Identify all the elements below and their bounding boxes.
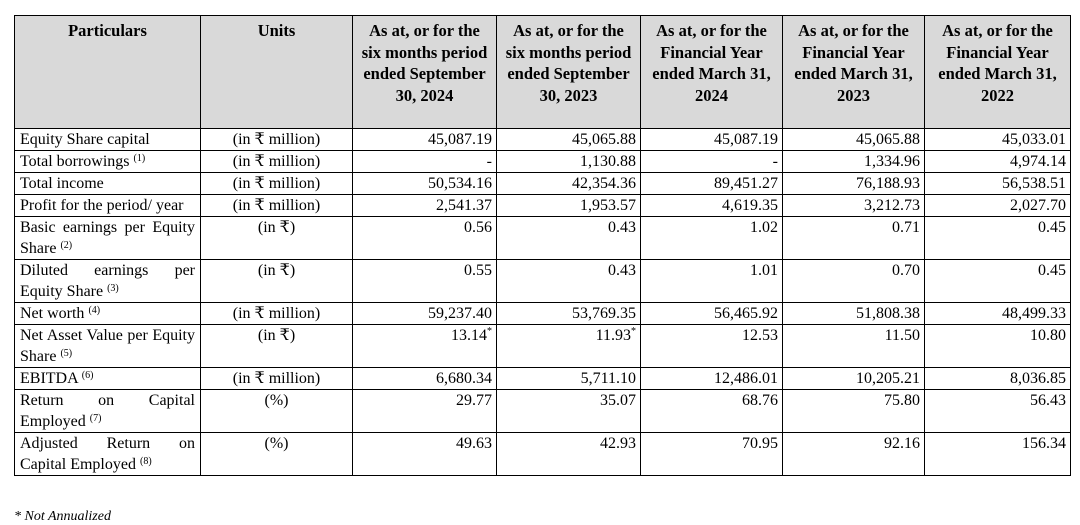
footnote-reference: (5)	[60, 348, 73, 359]
row-unit: (in ₹ million)	[201, 151, 353, 173]
value-text: 1,130.88	[580, 153, 636, 170]
row-particular	[15, 260, 201, 303]
value-text: 51,808.38	[856, 305, 920, 322]
row-value	[353, 390, 497, 433]
row-value	[925, 129, 1071, 151]
row-value	[497, 390, 641, 433]
row-value	[353, 129, 497, 151]
row-value	[783, 368, 925, 390]
table-row	[15, 195, 1071, 217]
financial-indicators-table	[14, 15, 1071, 476]
value-text: 0.56	[464, 219, 492, 236]
row-unit: (in ₹ million)	[201, 368, 353, 390]
value-text: 42.93	[600, 435, 636, 452]
row-unit: (in ₹ million)	[201, 195, 353, 217]
row-particular-label: Net worth	[20, 305, 85, 322]
row-value	[641, 433, 783, 476]
row-particular	[15, 217, 201, 260]
row-value	[641, 195, 783, 217]
row-value	[925, 151, 1071, 173]
row-value	[497, 433, 641, 476]
row-value	[783, 173, 925, 195]
value-text: 4,619.35	[722, 197, 778, 214]
row-value	[353, 303, 497, 325]
header-h1-fy24: As at, or for the six months period ended September 30, 2023	[497, 16, 641, 129]
row-particular	[15, 151, 201, 173]
value-text: 1,953.57	[580, 197, 636, 214]
row-value	[925, 173, 1071, 195]
table-row	[15, 433, 1071, 476]
row-value	[783, 303, 925, 325]
row-particular	[15, 129, 201, 151]
row-particular	[15, 368, 201, 390]
value-text: 11.50	[884, 327, 920, 344]
row-particular-label: Profit for the period/ year	[20, 197, 184, 214]
value-text: 1.02	[750, 219, 778, 236]
header-units: Units	[201, 16, 353, 129]
row-value	[641, 325, 783, 368]
row-unit: (in ₹ million)	[201, 129, 353, 151]
row-value	[925, 260, 1071, 303]
value-text: 3,212.73	[864, 197, 920, 214]
value-text: 75.80	[884, 392, 920, 409]
footnote-reference: (6)	[81, 370, 94, 381]
row-value	[783, 195, 925, 217]
footnote-reference: (1)	[133, 153, 146, 164]
row-particular	[15, 325, 201, 368]
table-row	[15, 303, 1071, 325]
row-value	[641, 151, 783, 173]
value-text: 156.34	[1022, 435, 1066, 452]
row-value	[925, 303, 1071, 325]
value-text: 4,974.14	[1010, 153, 1066, 170]
row-value	[353, 195, 497, 217]
row-value	[925, 368, 1071, 390]
row-value	[641, 129, 783, 151]
value-text: 0.43	[608, 262, 636, 279]
row-unit: (in ₹)	[201, 325, 353, 368]
row-value	[497, 368, 641, 390]
header-fy2022: As at, or for the Financial Year ended March 31, 2022	[925, 16, 1071, 129]
row-value	[641, 368, 783, 390]
row-value	[497, 217, 641, 260]
header-fy2024: As at, or for the Financial Year ended March 31, 2024	[641, 16, 783, 129]
value-text: 45,065.88	[856, 131, 920, 148]
header-particulars: Particulars	[15, 16, 201, 129]
row-value	[497, 303, 641, 325]
row-value	[925, 325, 1071, 368]
row-particular-label: Equity Share capital	[20, 131, 150, 148]
footnote-reference: (2)	[60, 240, 73, 251]
row-value	[783, 390, 925, 433]
table-row	[15, 173, 1071, 195]
row-value	[783, 129, 925, 151]
row-particular-label: Adjusted Return on Capital Employed	[20, 435, 195, 473]
header-h1-fy25: As at, or for the six months period ended September 30, 2024	[353, 16, 497, 129]
value-text: 45,065.88	[572, 131, 636, 148]
value-text: 13.14	[451, 327, 487, 344]
not-annualized-marker: *	[631, 326, 636, 337]
row-value	[353, 173, 497, 195]
value-text: 12.53	[742, 327, 778, 344]
footnote-reference: (4)	[88, 305, 101, 316]
row-particular	[15, 195, 201, 217]
value-text: 0.45	[1038, 262, 1066, 279]
value-text: 56,538.51	[1002, 175, 1066, 192]
footnote-not-annualized: * Not Annualized	[14, 509, 111, 524]
row-value	[497, 129, 641, 151]
value-text: 2,027.70	[1010, 197, 1066, 214]
value-text: 49.63	[456, 435, 492, 452]
value-text: 45,087.19	[428, 131, 492, 148]
row-value	[783, 217, 925, 260]
value-text: 45,033.01	[1002, 131, 1066, 148]
footnote-reference: (8)	[139, 456, 152, 467]
value-text: 68.76	[742, 392, 778, 409]
row-value	[641, 217, 783, 260]
table-row	[15, 217, 1071, 260]
row-value	[353, 433, 497, 476]
row-value	[353, 260, 497, 303]
row-value	[497, 173, 641, 195]
row-particular-label: Total income	[20, 175, 104, 192]
row-value	[641, 390, 783, 433]
footnote-reference: (3)	[107, 283, 119, 294]
row-particular-label: Basic earnings per Equity Share	[20, 219, 195, 257]
value-text: 0.45	[1038, 219, 1066, 236]
value-text: 45,087.19	[714, 131, 778, 148]
row-value	[783, 260, 925, 303]
row-unit: (%)	[201, 390, 353, 433]
row-particular	[15, 390, 201, 433]
row-particular-label: Return on Capital Employed	[20, 392, 195, 430]
value-text: 10.80	[1030, 327, 1066, 344]
row-particular	[15, 433, 201, 476]
table-row	[15, 129, 1071, 151]
footnote-reference: (7)	[89, 413, 102, 424]
row-unit: (in ₹ million)	[201, 173, 353, 195]
row-value	[497, 260, 641, 303]
row-particular-label: EBITDA	[20, 370, 78, 387]
value-text: 6,680.34	[436, 370, 492, 387]
table-header-row	[15, 16, 1071, 129]
not-annualized-marker: *	[487, 326, 492, 337]
row-value	[783, 151, 925, 173]
value-text: 1,334.96	[864, 153, 920, 170]
value-text: 0.55	[464, 262, 492, 279]
row-value	[641, 260, 783, 303]
row-particular-label: Total borrowings	[20, 153, 130, 170]
row-value	[925, 195, 1071, 217]
value-text: 0.43	[608, 219, 636, 236]
value-text: 92.16	[884, 435, 920, 452]
row-unit: (in ₹)	[201, 260, 353, 303]
table-row	[15, 151, 1071, 173]
row-value	[641, 173, 783, 195]
value-text: -	[486, 153, 492, 170]
value-text: 42,354.36	[572, 175, 636, 192]
table-body	[15, 129, 1071, 476]
row-unit: (%)	[201, 433, 353, 476]
value-text: 12,486.01	[714, 370, 778, 387]
row-value	[925, 390, 1071, 433]
value-text: 56.43	[1030, 392, 1066, 409]
row-value	[353, 368, 497, 390]
value-text: 70.95	[742, 435, 778, 452]
table-row	[15, 260, 1071, 303]
row-value	[783, 433, 925, 476]
value-text: 56,465.92	[714, 305, 778, 322]
header-fy2023: As at, or for the Financial Year ended March 31, 2023	[783, 16, 925, 129]
value-text: 10,205.21	[856, 370, 920, 387]
value-text: 35.07	[600, 392, 636, 409]
value-text: 1.01	[750, 262, 778, 279]
row-value	[353, 325, 497, 368]
value-text: 0.70	[892, 262, 920, 279]
table-row	[15, 325, 1071, 368]
row-particular-label: Net Asset Value per Equity Share	[20, 327, 195, 365]
row-value	[353, 151, 497, 173]
row-unit: (in ₹ million)	[201, 303, 353, 325]
row-value	[925, 433, 1071, 476]
value-text: 50,534.16	[428, 175, 492, 192]
row-value	[783, 325, 925, 368]
financial-table-container	[14, 15, 1070, 476]
value-text: 53,769.35	[572, 305, 636, 322]
row-value	[497, 195, 641, 217]
table-row	[15, 368, 1071, 390]
value-text: 11.93	[595, 327, 631, 344]
row-particular	[15, 303, 201, 325]
row-unit: (in ₹)	[201, 217, 353, 260]
row-particular-label: Diluted earnings per Equity Share	[20, 262, 195, 300]
value-text: 2,541.37	[436, 197, 492, 214]
value-text: 89,451.27	[714, 175, 778, 192]
value-text: 76,188.93	[856, 175, 920, 192]
value-text: 29.77	[456, 392, 492, 409]
row-value	[497, 325, 641, 368]
value-text: 48,499.33	[1002, 305, 1066, 322]
value-text: 5,711.10	[580, 370, 636, 387]
row-value	[353, 217, 497, 260]
row-value	[925, 217, 1071, 260]
row-value	[641, 303, 783, 325]
table-row	[15, 390, 1071, 433]
row-particular	[15, 173, 201, 195]
value-text: 8,036.85	[1010, 370, 1066, 387]
value-text: 0.71	[892, 219, 920, 236]
value-text: 59,237.40	[428, 305, 492, 322]
row-value	[497, 151, 641, 173]
value-text: -	[772, 153, 778, 170]
